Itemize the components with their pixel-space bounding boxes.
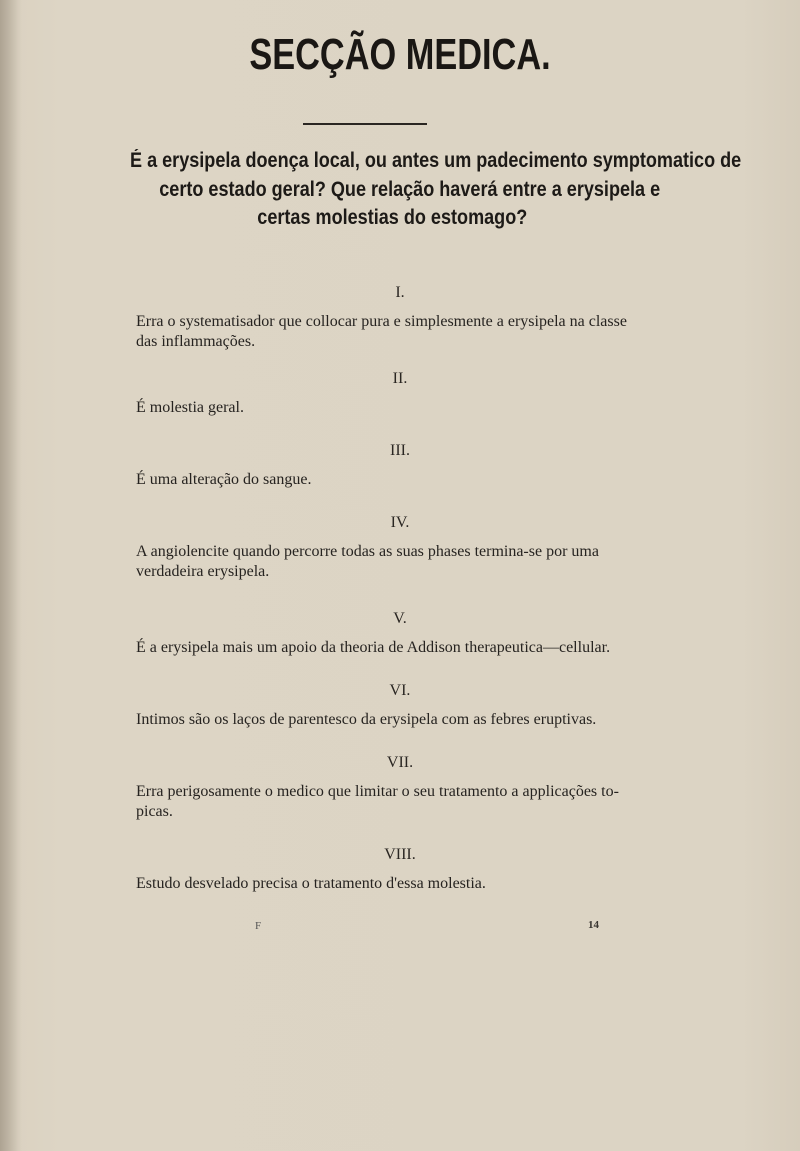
section-text <box>136 710 656 730</box>
page-edge-shadow <box>0 0 22 1151</box>
section-numeral: V. <box>393 610 407 627</box>
question-line: certas molestias do estomago? <box>257 206 528 229</box>
question-line: É a erysipela doença local, ou antes um padecimento symptomatico de <box>130 149 742 172</box>
section-heading: SECÇÃO MEDICA. <box>249 30 551 79</box>
section-numeral: IV. <box>390 514 410 531</box>
text-line: Erra perigosamente o medico que limitar o seu tratamento a applicações to- <box>136 783 619 800</box>
section-text <box>136 874 656 894</box>
section-numeral: I. <box>395 284 405 301</box>
page-number: 14 <box>588 919 599 931</box>
text-line: verdadeira erysipela. <box>136 563 270 580</box>
section-text <box>136 782 656 822</box>
section-numeral: VII. <box>386 754 414 771</box>
section-text <box>136 470 656 490</box>
section-numeral: VIII. <box>384 846 416 863</box>
thesis-question <box>130 147 742 233</box>
question-line: certo estado geral? Que relação haverá entre a erysipela e <box>159 177 661 201</box>
text-line: A angiolencite quando percorre todas as suas phases termina-se por uma <box>136 543 599 560</box>
text-line: Erra o systematisador que collocar pura e simplesmente a erysipela na classe <box>136 313 627 330</box>
text-line: picas. <box>136 803 173 820</box>
text-line: É uma alteração do sangue. <box>136 471 312 488</box>
section-text <box>136 398 656 418</box>
signature-mark: F <box>255 920 262 932</box>
section-numeral: III. <box>390 442 410 459</box>
section-text <box>136 542 656 582</box>
section-text <box>136 638 656 658</box>
text-line: É a erysipela mais um apoio da theoria de Addison therapeutica—cellular. <box>136 639 611 656</box>
section-text <box>136 312 656 352</box>
text-line: Intimos são os laços de parentesco da erysipela com as febres eruptivas. <box>136 711 597 728</box>
text-line: Estudo desvelado precisa o tratamento d'essa molestia. <box>136 875 486 892</box>
text-line: das inflammações. <box>136 333 256 350</box>
section-numeral: II. <box>392 370 408 387</box>
section-numeral: VI. <box>389 682 411 699</box>
heading-rule <box>303 123 427 125</box>
text-line: É molestia geral. <box>136 399 244 416</box>
